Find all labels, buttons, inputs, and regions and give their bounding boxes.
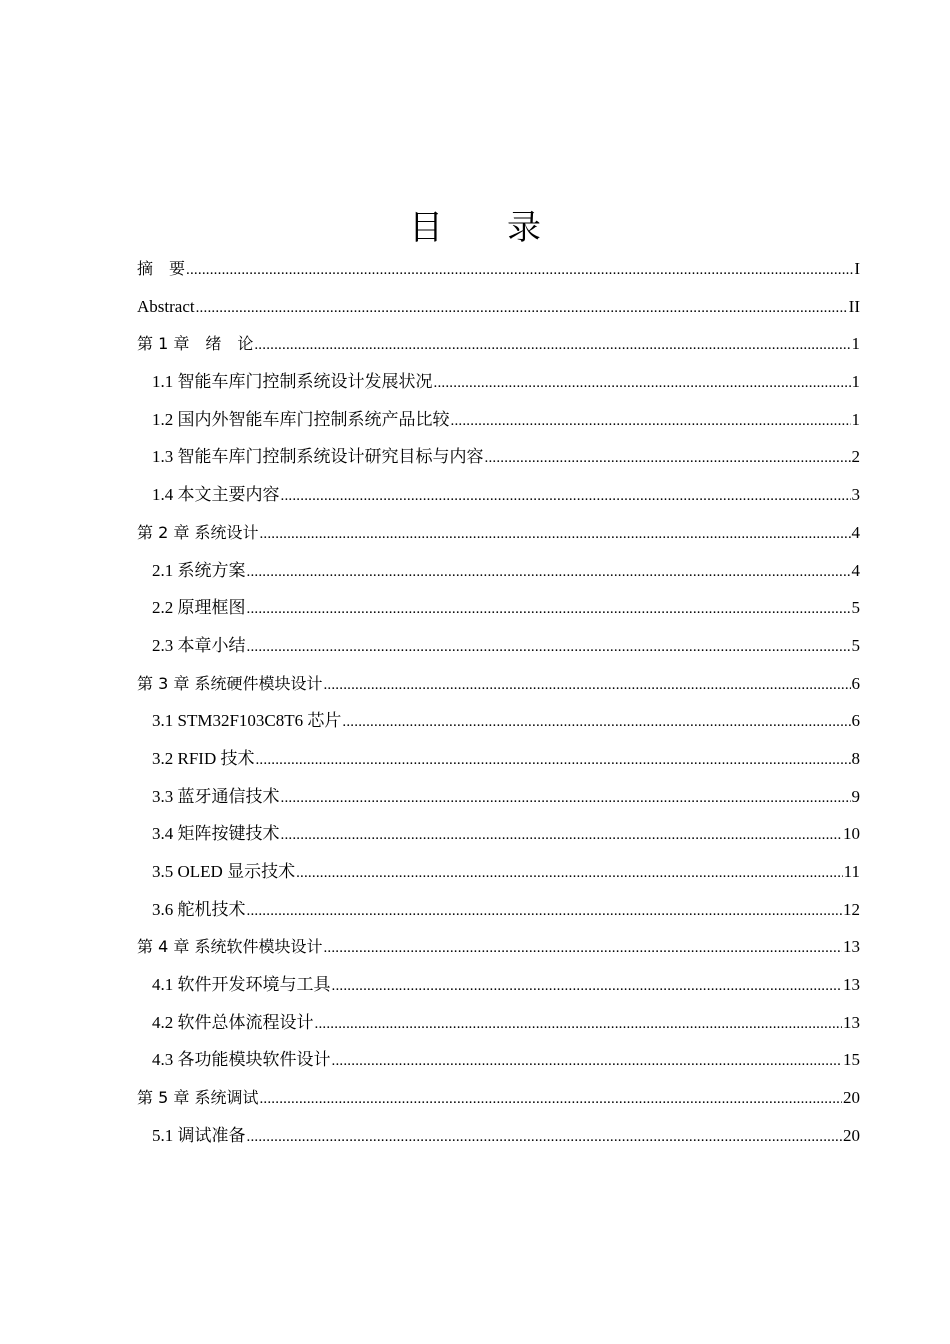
- toc-entry-label: 3.5 OLED 显示技术: [152, 862, 296, 881]
- toc-entry-label: 3.3 蓝牙通信技术: [152, 786, 280, 806]
- toc-entry-page: 1: [851, 409, 860, 429]
- toc-entry[interactable]: [137, 589, 860, 627]
- dot-leader: [247, 554, 851, 590]
- toc-entry-page: 13: [843, 937, 860, 957]
- dot-leader: [186, 252, 853, 288]
- toc-entry-page: 5: [851, 635, 860, 655]
- dot-leader: [451, 403, 851, 439]
- toc-entry-label: 第 1 章 绪 论: [137, 334, 254, 354]
- dot-leader: [323, 930, 842, 966]
- toc-entry-label: 3.4 矩阵按键技术: [152, 824, 280, 844]
- dot-leader: [247, 629, 851, 665]
- toc-entry-label: 3.2 RFID 技术: [152, 748, 255, 768]
- dot-leader: [254, 327, 850, 363]
- toc-entry[interactable]: [137, 1079, 860, 1117]
- toc-entry[interactable]: [137, 665, 860, 703]
- toc-entry[interactable]: [137, 966, 860, 1004]
- dot-leader: [255, 742, 850, 778]
- dot-leader: [259, 1081, 842, 1117]
- toc-list: [137, 250, 860, 1155]
- toc-entry[interactable]: [137, 514, 860, 552]
- toc-entry-label: 4.1 软件开发环境与工具: [152, 975, 331, 995]
- toc-entry-page: 2: [851, 447, 860, 467]
- toc-entry-page: 9: [851, 786, 860, 806]
- toc-entry-page: 6: [851, 711, 860, 731]
- toc-entry[interactable]: [137, 325, 860, 363]
- dot-leader: [196, 290, 848, 326]
- toc-entry[interactable]: [137, 740, 860, 778]
- toc-entry-page: 11: [843, 862, 860, 881]
- toc-title: [0, 205, 950, 253]
- toc-entry-label: 1.3 智能车库门控制系统设计研究目标与内容: [152, 447, 484, 467]
- dot-leader: [323, 667, 850, 703]
- toc-entry-page: 20: [843, 1088, 860, 1108]
- dot-leader: [315, 1006, 843, 1042]
- toc-entry-label: 4.2 软件总体流程设计: [152, 1012, 314, 1032]
- dot-leader: [281, 478, 851, 514]
- dot-leader: [296, 855, 843, 891]
- toc-entry-label: 3.1 STM32F103C8T6 芯片: [152, 711, 342, 731]
- dot-leader: [247, 591, 851, 627]
- dot-leader: [332, 968, 843, 1004]
- toc-entry[interactable]: [137, 1041, 860, 1079]
- dot-leader: [247, 893, 843, 929]
- toc-entry-label: 摘 要: [137, 259, 186, 278]
- dot-leader: [342, 704, 850, 740]
- toc-entry-label: 4.3 各功能模块软件设计: [152, 1050, 331, 1070]
- toc-entry-label: 1.1 智能车库门控制系统设计发展状况: [152, 372, 433, 392]
- toc-entry-label: 第 2 章 系统设计: [137, 522, 259, 542]
- toc-entry-page: 12: [843, 899, 860, 919]
- toc-entry-page: 6: [851, 673, 860, 693]
- toc-entry[interactable]: [137, 815, 860, 853]
- toc-entry-label: 3.6 舵机技术: [152, 899, 246, 919]
- toc-entry-page: 1: [851, 372, 860, 392]
- toc-entry[interactable]: [137, 476, 860, 514]
- toc-title-char-2: 录: [507, 210, 541, 247]
- toc-entry-label: 1.2 国内外智能车库门控制系统产品比较: [152, 409, 450, 429]
- toc-entry-page: 1: [851, 334, 860, 354]
- toc-entry-label: 2.3 本章小结: [152, 635, 246, 655]
- dot-leader: [247, 1119, 843, 1155]
- dot-leader: [332, 1043, 843, 1079]
- toc-entry-page: II: [848, 296, 860, 316]
- toc-title-char-1: 目: [409, 210, 443, 247]
- toc-entry[interactable]: [137, 552, 860, 590]
- toc-entry-label: Abstract: [137, 296, 195, 316]
- toc-entry-label: 第 4 章 系统软件模块设计: [137, 937, 323, 957]
- dot-leader: [281, 780, 851, 816]
- toc-entry-label: 2.1 系统方案: [152, 560, 246, 580]
- toc-entry[interactable]: [137, 778, 860, 816]
- toc-entry-page: 15: [843, 1050, 860, 1070]
- dot-leader: [434, 365, 851, 401]
- toc-entry[interactable]: [137, 1004, 860, 1042]
- dot-leader: [485, 440, 851, 476]
- toc-entry-label: 第 5 章 系统调试: [137, 1088, 259, 1108]
- toc-entry-page: 4: [851, 560, 860, 580]
- toc-entry[interactable]: [137, 401, 860, 439]
- toc-entry-page: 5: [851, 598, 860, 618]
- toc-entry[interactable]: [137, 1117, 860, 1155]
- toc-entry[interactable]: [137, 702, 860, 740]
- toc-entry[interactable]: [137, 891, 860, 929]
- toc-entry[interactable]: [137, 438, 860, 476]
- toc-entry-label: 2.2 原理框图: [152, 598, 246, 618]
- dot-leader: [259, 516, 850, 552]
- toc-entry[interactable]: [137, 928, 860, 966]
- toc-entry-page: I: [854, 259, 860, 278]
- toc-entry[interactable]: [137, 363, 860, 401]
- toc-entry-page: 13: [843, 975, 860, 995]
- toc-entry[interactable]: [137, 627, 860, 665]
- toc-entry[interactable]: [137, 250, 860, 288]
- toc-entry[interactable]: [137, 853, 860, 891]
- toc-entry-page: 8: [851, 748, 860, 768]
- toc-entry-page: 20: [843, 1125, 860, 1145]
- toc-entry-label: 1.4 本文主要内容: [152, 485, 280, 505]
- toc-entry-page: 4: [851, 522, 860, 542]
- toc-entry-page: 13: [843, 1012, 860, 1032]
- toc-entry[interactable]: [137, 288, 860, 326]
- toc-entry-label: 第 3 章 系统硬件模块设计: [137, 673, 323, 693]
- toc-entry-page: 3: [851, 485, 860, 505]
- toc-entry-page: 10: [843, 824, 860, 844]
- dot-leader: [281, 817, 843, 853]
- toc-entry-label: 5.1 调试准备: [152, 1125, 246, 1145]
